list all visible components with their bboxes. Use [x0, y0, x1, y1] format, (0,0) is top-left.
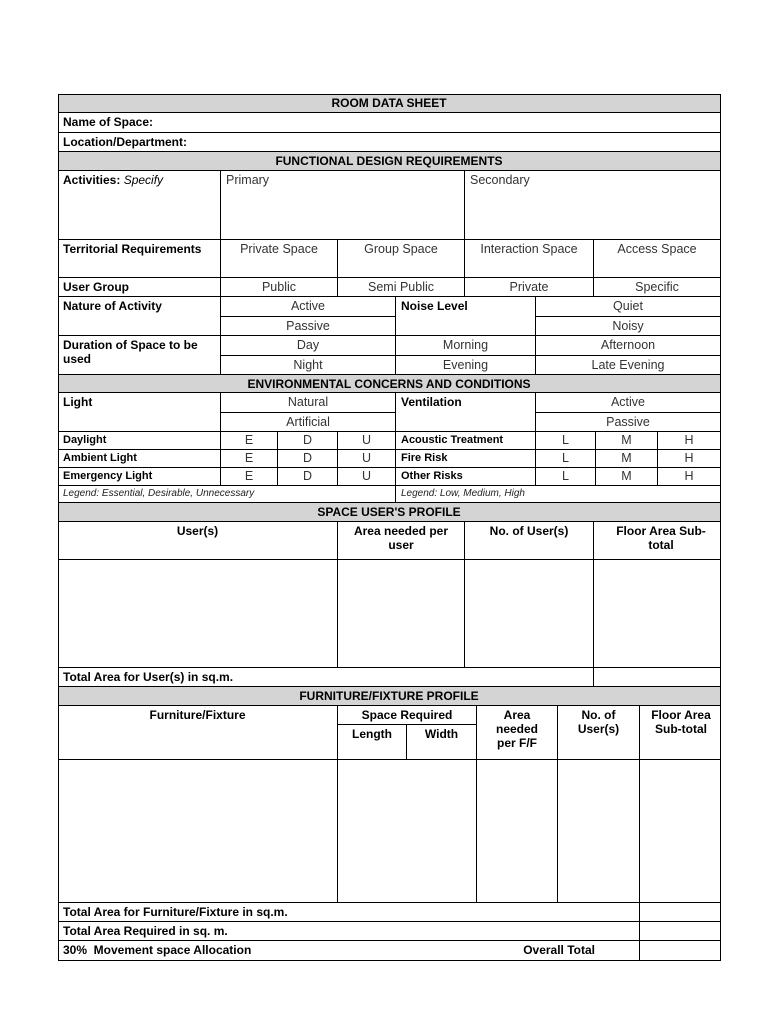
environmental-header: ENVIRONMENTAL CONCERNS AND CONDITIONS	[58, 375, 721, 393]
users-entry-area[interactable]	[58, 560, 338, 668]
name-of-space-field[interactable]: Name of Space:	[58, 113, 721, 133]
daylight-unnecessary[interactable]: U	[338, 432, 396, 450]
col-width: Width	[407, 725, 477, 760]
no-of-users-entry[interactable]	[465, 560, 594, 668]
fire-risk-label: Fire Risk	[396, 450, 536, 468]
light-artificial[interactable]: Artificial	[221, 413, 396, 432]
ambient-unnecessary[interactable]: U	[338, 450, 396, 468]
ventilation-label: Ventilation	[396, 393, 536, 432]
emergency-unnecessary[interactable]: U	[338, 468, 396, 486]
area-per-ff-entry[interactable]	[477, 760, 558, 903]
legend-lmh: Legend: Low, Medium, High	[396, 486, 721, 503]
daylight-desirable[interactable]: D	[278, 432, 338, 450]
total-area-users-label: Total Area for User(s) in sq.m.	[58, 668, 594, 687]
total-area-users-value[interactable]	[594, 668, 721, 687]
space-required-entry[interactable]	[338, 760, 477, 903]
floor-area-subtotal-entry[interactable]	[594, 560, 721, 668]
duration-day[interactable]: Day	[221, 336, 396, 356]
sheet-title: ROOM DATA SHEET	[58, 94, 721, 113]
activities-label-text: Activities:	[63, 173, 121, 187]
furniture-profile-header: FURNITURE/FIXTURE PROFILE	[58, 687, 721, 706]
overall-total-label: Overall Total	[523, 943, 595, 957]
overall-total-value[interactable]	[640, 941, 721, 961]
emergency-essential[interactable]: E	[221, 468, 278, 486]
movement-allocation-row	[58, 941, 640, 961]
other-risks-label: Other Risks	[396, 468, 536, 486]
total-area-ff-value[interactable]	[640, 903, 721, 922]
territorial-label: Territorial Requirements	[58, 240, 221, 278]
user-group-public[interactable]: Public	[221, 278, 338, 297]
fire-risk-high[interactable]: H	[658, 450, 721, 468]
nature-passive[interactable]: Passive	[221, 317, 396, 336]
total-area-required-label: Total Area Required in sq. m.	[58, 922, 640, 941]
secondary-activity-field[interactable]: Secondary	[465, 171, 721, 240]
col-floor-area-subtotal: Floor Area Sub-total	[594, 522, 721, 560]
users-profile-header: SPACE USER'S PROFILE	[58, 503, 721, 522]
user-group-specific[interactable]: Specific	[594, 278, 721, 297]
noise-noisy[interactable]: Noisy	[536, 317, 721, 336]
activities-hint: Specify	[123, 173, 164, 187]
duration-late-evening[interactable]: Late Evening	[536, 356, 721, 375]
acoustic-low[interactable]: L	[536, 432, 596, 450]
col-ff-floor-area-subtotal: Floor Area Sub-total	[640, 706, 721, 760]
acoustic-treatment-label: Acoustic Treatment	[396, 432, 536, 450]
ambient-desirable[interactable]: D	[278, 450, 338, 468]
duration-evening[interactable]: Evening	[396, 356, 536, 375]
user-group-label: User Group	[58, 278, 221, 297]
other-risks-medium[interactable]: M	[596, 468, 658, 486]
ff-floor-area-subtotal-entry[interactable]	[640, 760, 721, 903]
duration-morning[interactable]: Morning	[396, 336, 536, 356]
col-no-of-users: No. of User(s)	[465, 522, 594, 560]
col-furniture-fixture: Furniture/Fixture	[58, 706, 338, 760]
duration-afternoon[interactable]: Afternoon	[536, 336, 721, 356]
ambient-light-label: Ambient Light	[58, 450, 221, 468]
col-space-required: Space Required	[338, 706, 477, 725]
furniture-entry-area[interactable]	[58, 760, 338, 903]
light-label: Light	[58, 393, 221, 432]
nature-active[interactable]: Active	[221, 297, 396, 317]
area-per-user-entry[interactable]	[338, 560, 465, 668]
territorial-interaction-space[interactable]: Interaction Space	[465, 240, 594, 278]
movement-allocation-label: 30% Movement space Allocation	[63, 943, 252, 957]
other-risks-low[interactable]: L	[536, 468, 596, 486]
primary-activity-field[interactable]: Primary	[221, 171, 465, 240]
daylight-essential[interactable]: E	[221, 432, 278, 450]
col-users: User(s)	[58, 522, 338, 560]
duration-label: Duration of Space to be used	[58, 336, 221, 375]
nature-of-activity-label: Nature of Activity	[58, 297, 221, 336]
daylight-label: Daylight	[58, 432, 221, 450]
user-group-semi-public[interactable]: Semi Public	[338, 278, 465, 297]
location-department-field[interactable]: Location/Department:	[58, 133, 721, 152]
acoustic-high[interactable]: H	[658, 432, 721, 450]
activities-label	[58, 171, 221, 240]
ventilation-active[interactable]: Active	[536, 393, 721, 413]
duration-night[interactable]: Night	[221, 356, 396, 375]
other-risks-high[interactable]: H	[658, 468, 721, 486]
ventilation-passive[interactable]: Passive	[536, 413, 721, 432]
functional-header: FUNCTIONAL DESIGN REQUIREMENTS	[58, 152, 721, 171]
user-group-private[interactable]: Private	[465, 278, 594, 297]
ff-no-of-users-entry[interactable]	[558, 760, 640, 903]
total-area-required-value[interactable]	[640, 922, 721, 941]
col-length: Length	[338, 725, 407, 760]
total-area-ff-label: Total Area for Furniture/Fixture in sq.m.	[58, 903, 640, 922]
room-data-sheet	[58, 94, 721, 961]
col-area-per-ff: Area needed per F/F	[477, 706, 558, 760]
noise-level-label: Noise Level	[396, 297, 536, 336]
ambient-essential[interactable]: E	[221, 450, 278, 468]
fire-risk-medium[interactable]: M	[596, 450, 658, 468]
territorial-private-space[interactable]: Private Space	[221, 240, 338, 278]
emergency-desirable[interactable]: D	[278, 468, 338, 486]
territorial-group-space[interactable]: Group Space	[338, 240, 465, 278]
acoustic-medium[interactable]: M	[596, 432, 658, 450]
legend-edu: Legend: Essential, Desirable, Unnecessary	[58, 486, 396, 503]
col-ff-no-of-users: No. of User(s)	[558, 706, 640, 760]
col-area-per-user: Area needed per user	[338, 522, 465, 560]
fire-risk-low[interactable]: L	[536, 450, 596, 468]
territorial-access-space[interactable]: Access Space	[594, 240, 721, 278]
light-natural[interactable]: Natural	[221, 393, 396, 413]
emergency-light-label: Emergency Light	[58, 468, 221, 486]
noise-quiet[interactable]: Quiet	[536, 297, 721, 317]
